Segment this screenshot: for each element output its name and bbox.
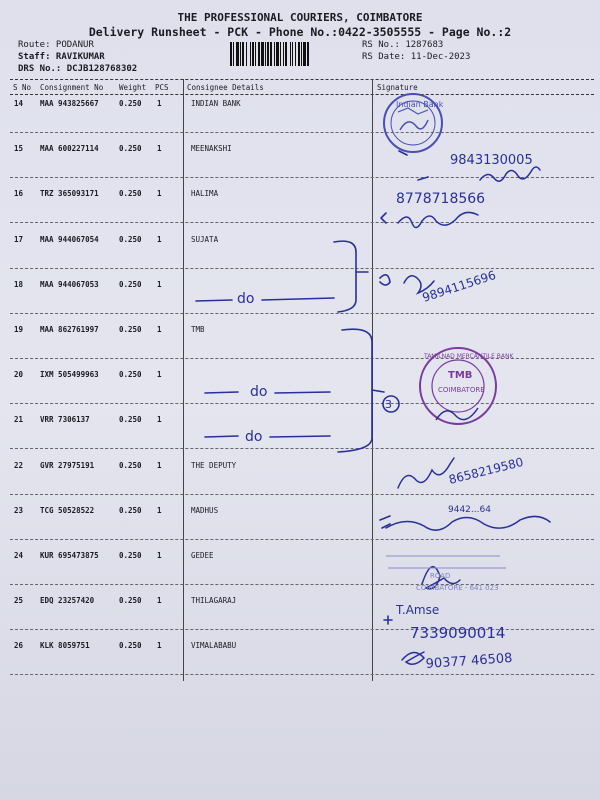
cell-consignment: MAA 943825667 bbox=[40, 99, 99, 108]
cell-consignee: SUJATA bbox=[191, 234, 219, 244]
bracket-count: 3 bbox=[385, 398, 392, 411]
cell-consignee: THILAGARAJ bbox=[191, 596, 237, 606]
cell-sno: 17 bbox=[14, 234, 24, 244]
ditto-21: do bbox=[245, 429, 263, 445]
cell-sno: 14 bbox=[14, 99, 24, 108]
cell-weight: 0.250 bbox=[119, 144, 142, 154]
cell-pcs: 1 bbox=[157, 370, 162, 380]
company-title: THE PROFESSIONAL COURIERS, COIMBATORE bbox=[177, 11, 423, 24]
cell-sno: 24 bbox=[14, 551, 24, 560]
cell-consignment: EDQ 23257420 bbox=[40, 596, 95, 606]
cell-sno: 18 bbox=[14, 279, 24, 289]
cell-weight: 0.250 bbox=[119, 370, 142, 380]
cell-sno: 23 bbox=[14, 505, 24, 515]
cell-sno: 19 bbox=[14, 325, 24, 334]
cell-sno: 21 bbox=[14, 415, 24, 425]
col-sno: S No bbox=[13, 83, 32, 92]
cell-weight: 0.250 bbox=[119, 279, 142, 289]
phone-15: 9843130005 bbox=[450, 153, 533, 168]
cell-consignment: VRR 7306137 bbox=[40, 415, 90, 425]
cell-pcs: 1 bbox=[157, 415, 162, 425]
cell-consignee: THE DEPUTY bbox=[191, 460, 237, 470]
cell-consignment: MAA 600227114 bbox=[40, 144, 99, 154]
cell-consignee: GEDEE bbox=[191, 551, 214, 560]
cell-pcs: 1 bbox=[157, 460, 162, 470]
phone-26: 90377 46508 bbox=[425, 650, 513, 672]
cell-consignee: INDIAN BANK bbox=[191, 99, 241, 108]
phone-22: 8658219580 bbox=[447, 454, 525, 487]
cell-weight: 0.250 bbox=[119, 551, 142, 560]
col-signature: Signature bbox=[377, 83, 418, 92]
ditto-20: do bbox=[250, 384, 268, 400]
cell-consignment: MAA 862761997 bbox=[40, 325, 99, 334]
cell-weight: 0.250 bbox=[119, 641, 142, 651]
cell-sno: 15 bbox=[14, 144, 24, 154]
cell-sno: 26 bbox=[14, 641, 24, 651]
phone-23: 9442...64 bbox=[448, 505, 491, 515]
gedee-stamp-line2: COIMBATORE - 641 023 bbox=[416, 584, 499, 592]
cell-pcs: 1 bbox=[157, 596, 162, 606]
cell-sno: 25 bbox=[14, 596, 24, 606]
rs-date: RS Date: 11-Dec-2023 bbox=[362, 52, 471, 62]
cell-consignment: MAA 944067054 bbox=[40, 234, 99, 244]
cell-weight: 0.250 bbox=[119, 99, 142, 108]
cell-pcs: 1 bbox=[157, 189, 162, 199]
cell-sno: 16 bbox=[14, 189, 24, 199]
sig-25-name: T.Amse bbox=[396, 603, 440, 617]
rs-number: RS No.: 1287683 bbox=[362, 40, 444, 50]
cell-sno: 20 bbox=[14, 370, 24, 380]
cell-consignment: GVR 27975191 bbox=[40, 460, 95, 470]
gedee-stamp bbox=[386, 556, 506, 568]
staff-label: Staff: RAVIKUMAR bbox=[18, 52, 105, 62]
cell-weight: 0.250 bbox=[119, 415, 142, 425]
col-consignment: Consignment No bbox=[40, 83, 104, 92]
col-weight: Weight bbox=[119, 83, 147, 92]
cell-pcs: 1 bbox=[157, 144, 162, 154]
cell-consignment: MAA 944067053 bbox=[40, 279, 99, 289]
cell-weight: 0.250 bbox=[119, 505, 142, 515]
indian-bank-stamp-text: Indian Bank bbox=[396, 100, 444, 109]
cell-consignee: MADHUS bbox=[191, 505, 219, 515]
tmb-stamp-top: TAMILNAD MERCANTILE BANK bbox=[424, 353, 514, 360]
phone-16: 8778718566 bbox=[396, 191, 486, 207]
cell-weight: 0.250 bbox=[119, 596, 142, 606]
cell-consignment: KUR 695473875 bbox=[40, 551, 99, 560]
cell-pcs: 1 bbox=[157, 551, 162, 560]
tmb-stamp-city: COIMBATORE bbox=[438, 386, 485, 394]
cell-consignee: MEENAKSHI bbox=[191, 144, 232, 154]
cell-pcs: 1 bbox=[157, 279, 162, 289]
cell-consignment: TRZ 365093171 bbox=[40, 189, 99, 199]
cell-consignment: KLK 8059751 bbox=[40, 641, 90, 651]
cell-pcs: 1 bbox=[157, 505, 162, 515]
cell-consignment: TCG 50528522 bbox=[40, 505, 95, 515]
cell-weight: 0.250 bbox=[119, 234, 142, 244]
drs-number: DRS No.: DCJB128768302 bbox=[18, 64, 138, 74]
cell-consignee: TMB bbox=[191, 325, 205, 334]
cell-pcs: 1 bbox=[157, 325, 162, 334]
cell-weight: 0.250 bbox=[119, 325, 142, 334]
route-label: Route: PODANUR bbox=[18, 40, 94, 50]
gedee-stamp-line1: ROAD bbox=[430, 572, 451, 580]
col-pcs: PCS bbox=[155, 83, 169, 92]
cell-weight: 0.250 bbox=[119, 460, 142, 470]
cell-pcs: 1 bbox=[157, 99, 162, 108]
cell-pcs: 1 bbox=[157, 641, 162, 651]
tmb-stamp-logo: TMB bbox=[448, 370, 473, 381]
phone-18: 9894115696 bbox=[420, 267, 498, 305]
ditto-marks bbox=[196, 151, 428, 624]
cell-pcs: 1 bbox=[157, 234, 162, 244]
cell-weight: 0.250 bbox=[119, 189, 142, 199]
ditto-18: do bbox=[237, 291, 255, 307]
runsheet-subtitle: Delivery Runsheet - PCK - Phone No.:0422-3505555 - Page No.:2 bbox=[88, 25, 512, 39]
cell-consignee: HALIMA bbox=[191, 189, 219, 199]
cell-sno: 22 bbox=[14, 460, 24, 470]
cell-consignee: VIMALABABU bbox=[191, 641, 237, 651]
cell-consignment: IXM 505499963 bbox=[40, 370, 99, 380]
col-consignee: Consignee Details bbox=[187, 83, 264, 92]
phone-25: 7339090014 bbox=[410, 624, 506, 642]
